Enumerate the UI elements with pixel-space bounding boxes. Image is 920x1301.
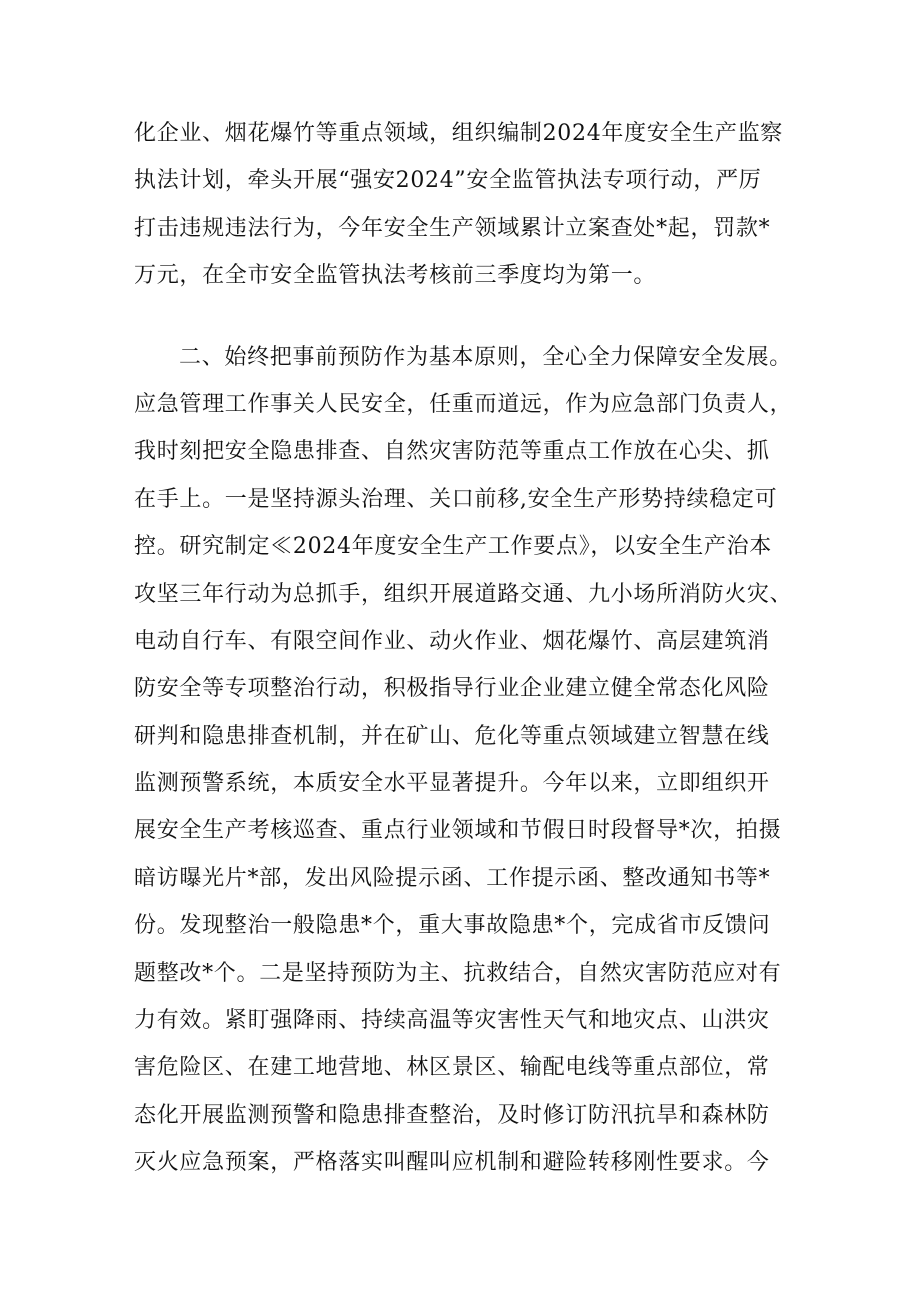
- text-line: 态化开展监测预警和隐患排查整治，及时修订防汛抗旱和森林防: [134, 1102, 770, 1128]
- text-line: 执法计划，牵头开展“强安2024”安全监管执法专项行动，严厉: [134, 168, 762, 194]
- text-line: 灭火应急预案，严格落实叫醒叫应机制和避险转移刚性要求。今: [134, 1150, 770, 1176]
- text-line: 研判和隐患排查机制，并在矿山、危化等重点领域建立智慧在线: [134, 723, 770, 749]
- text-line: 监测预警系统，本质安全水平显著提升。今年以来，立即组织开: [134, 771, 770, 797]
- text-line: 控。研究制定≪2024年度安全生产工作要点》，以安全生产治本: [134, 534, 772, 560]
- text-line: 害危险区、在建工地营地、林区景区、输配电线等重点部位，常: [134, 1055, 770, 1081]
- text-line: 题整改*个。二是坚持预防为主、抗救结合，自然灾害防范应对有: [134, 960, 782, 986]
- text-line: 攻坚三年行动为总抓手，组织开展道路交通、九小场所消防火灾、: [134, 581, 793, 607]
- section-heading: 二、始终把事前预防作为基本原则，全心全力保障安全发展。: [179, 344, 792, 370]
- text-line: 在手上。一是坚持源头治理、关口前移,安全生产形势持续稳定可: [134, 486, 778, 512]
- text-line: 力有效。紧盯强降雨、持续高温等灾害性天气和地灾点、山洪灾: [134, 1008, 770, 1034]
- text-line: 展安全生产考核巡查、重点行业领域和节假日时段督导*次，拍摄: [134, 818, 782, 844]
- text-line: 我时刻把安全隐患排查、自然灾害防范等重点工作放在心尖、抓: [134, 439, 770, 465]
- text-line: 万元，在全市安全监管执法考核前三季度均为第一。: [134, 263, 657, 289]
- text-line: 份。发现整治一般隐患*个，重大事故隐患*个，完成省市反馈问: [134, 913, 771, 939]
- text-line: 防安全等专项整治行动，积极指导行业企业建立健全常态化风险: [134, 676, 770, 702]
- paragraph-gap: [134, 300, 794, 334]
- text-line: 应急管理工作事关人民安全，任重而道远，作为应急部门负责人，: [134, 391, 793, 417]
- document-body: [134, 110, 794, 1187]
- text-line: 打击违规违法行为，今年安全生产领域累计立案查处*起，罚款*: [134, 215, 771, 241]
- text-line: 电动自行车、有限空间作业、动火作业、烟花爆竹、高层建筑消: [134, 628, 770, 654]
- text-line: 化企业、烟花爆竹等重点领域，组织编制2024年度安全生产监察: [134, 121, 783, 146]
- text-line: 暗访曝光片*部，发出风险提示函、工作提示函、整改通知书等*: [134, 865, 771, 891]
